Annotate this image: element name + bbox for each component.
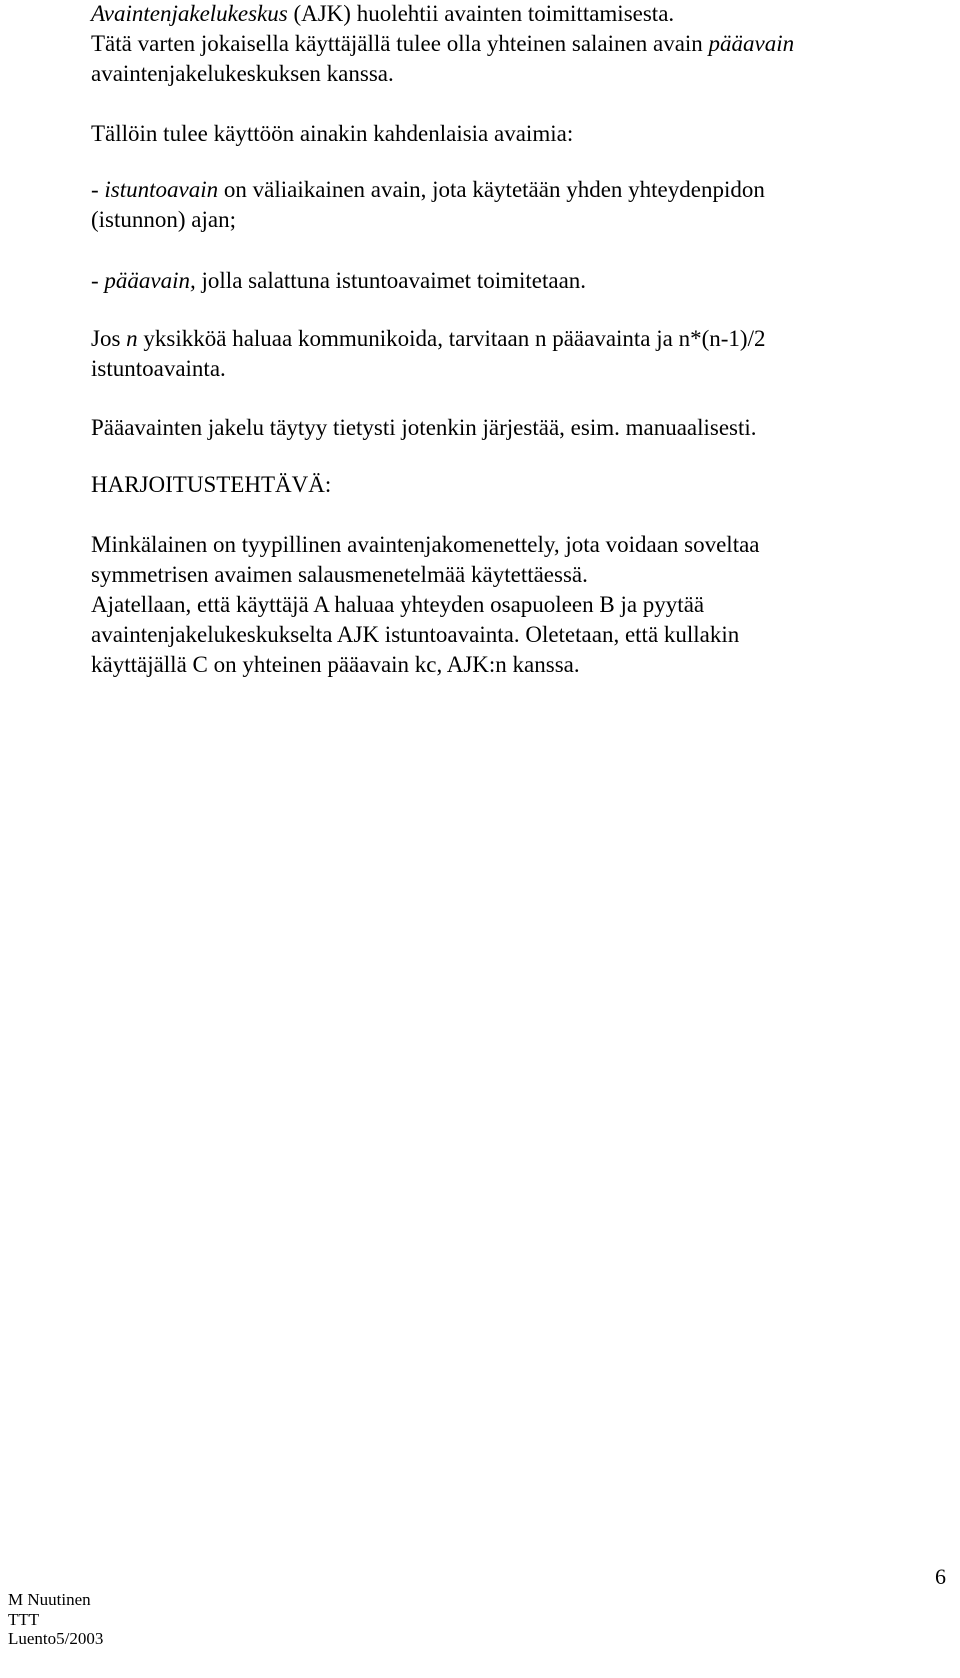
term-paaavain-list: pääavain,	[104, 268, 196, 293]
intro-paragraph	[91, 0, 931, 89]
exercise-line: Ajatellaan, että käyttäjä A haluaa yhteyden osapuoleen B ja pyytää	[91, 592, 705, 617]
footer-lecture: Luento5/2003	[8, 1629, 104, 1648]
list-item-master-key: - pääavain, jolla salattuna istuntoavaimet toimitetaan.	[91, 268, 587, 293]
exercise-line: avaintenjakelukeskukselta AJK istuntoavainta. Oletetaan, että kullakin	[91, 622, 740, 647]
exercise-heading: HARJOITUSTEHTÄVÄ:	[91, 472, 332, 497]
list-item-session-key: - istuntoavain on väliaikainen avain, jota käytetään yhden yhteydenpidon (istunnon) ajan;	[91, 177, 765, 232]
term-istuntoavain: istuntoavain	[104, 177, 219, 202]
term-avaintenjakelukeskus: Avaintenjakelukeskus	[91, 1, 288, 26]
intro-line-2: Tätä varten jokaisella käyttäjällä tulee olla yhteinen salainen avain pääavain	[91, 31, 795, 56]
footer-course: TTT	[8, 1610, 40, 1629]
key-types-heading: Tällöin tulee käyttöön ainakin kahdenlaisia avaimia:	[91, 121, 574, 146]
page-number: 6	[935, 1564, 946, 1589]
exercise-line: Minkälainen on tyypillinen avaintenjakomenettely, jota voidaan soveltaa	[91, 532, 760, 557]
footer-author: M Nuutinen	[8, 1590, 91, 1609]
term-paaavain: pääavain	[708, 31, 795, 56]
exercise-line: symmetrisen avaimen salausmenetelmää käytettäessä.	[91, 562, 588, 587]
key-count-paragraph: Jos n yksikköä haluaa kommunikoida, tarvitaan n pääavainta ja n*(n-1)/2 istuntoavainta.	[91, 326, 766, 381]
variable-n: n	[126, 326, 138, 351]
exercise-line: käyttäjällä C on yhteinen pääavain kc, AJK:n kanssa.	[91, 652, 580, 677]
distribution-paragraph: Pääavainten jakelu täytyy tietysti jotenkin järjestää, esim. manuaalisesti.	[91, 415, 757, 440]
exercise-paragraph	[91, 530, 931, 680]
intro-line-3: avaintenjakelukeskuksen kanssa.	[91, 61, 394, 86]
intro-line-1: Avaintenjakelukeskus (AJK) huolehtii avainten toimittamisesta.	[91, 1, 675, 26]
